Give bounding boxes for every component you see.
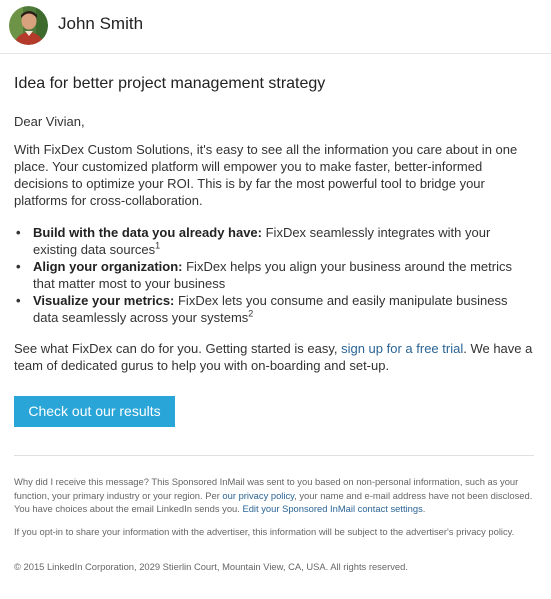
cta-text-before: See what FixDex can do for you. Getting started is easy, [14,341,342,356]
feature-list [14,224,536,326]
free-trial-link[interactable]: sign up for a free trial [341,341,464,356]
privacy-policy-link[interactable]: our privacy policy [222,489,295,501]
contact-settings-link[interactable]: Edit your Sponsored InMail contact settings [242,503,423,514]
check-results-button[interactable]: Check out our results [14,396,175,427]
bullet-title: Align your organization: [33,259,183,274]
sender-name[interactable]: John Smith [58,14,144,33]
message-subject: Idea for better project management strategy [14,75,326,92]
bullet-icon: • [16,225,21,240]
bullet-title: Build with the data you already have: [33,225,262,240]
copyright-text: © 2015 LinkedIn Corporation, 2029 Stierlin Court, Mountain View, CA, USA. All rights reserved. [14,561,408,572]
footnote-marker: 2 [248,308,254,319]
profile-photo-icon [9,6,48,45]
avatar[interactable] [9,6,48,45]
cta-text-after: . We have a team of dedicated gurus to help you with on-boarding and set-up. [14,341,533,373]
why-text-middle: , your name and e-mail address have not been disclosed. You have choices about the email LinkedIn sends you. [14,489,533,514]
list-item [14,258,536,292]
list-item [14,292,536,326]
bullet-title: Visualize your metrics: [33,293,175,308]
optin-text: If you opt-in to share your information with the advertiser, this information will be subject to the advertiser's privacy policy. [14,526,515,537]
why-text-after: . [422,503,426,514]
intro-paragraph: With FixDex Custom Solutions, it's easy to see all the information you care about in one place. Your customized platform will empower you to make faster, better-informed decisions to optimize your ROI. This is by far the most powerful tool to bridge your platforms for cross-collaboration. [14,142,518,208]
message-header [0,0,551,54]
why-text-before: Why did I receive this message? This Sponsored InMail was sent to you based on non-personal information, such as your function, your primary industry or your region. Per [14,476,519,501]
bullet-icon: • [16,259,21,274]
bullet-text: FixDex lets you consume and easily manipulate business data seamlessly across your systems [33,293,508,325]
why-received-text [14,475,534,516]
divider [14,455,534,456]
bullet-text: FixDex seamlessly integrates with your existing data sources [33,225,491,257]
list-item [14,224,536,258]
bullet-text: FixDex helps you align your business around the metrics that matter most to your business [33,259,512,291]
greeting: Dear Vivian, [14,114,85,129]
bullet-icon: • [16,293,21,308]
footnote-marker: 1 [155,240,161,251]
cta-paragraph [14,340,534,374]
